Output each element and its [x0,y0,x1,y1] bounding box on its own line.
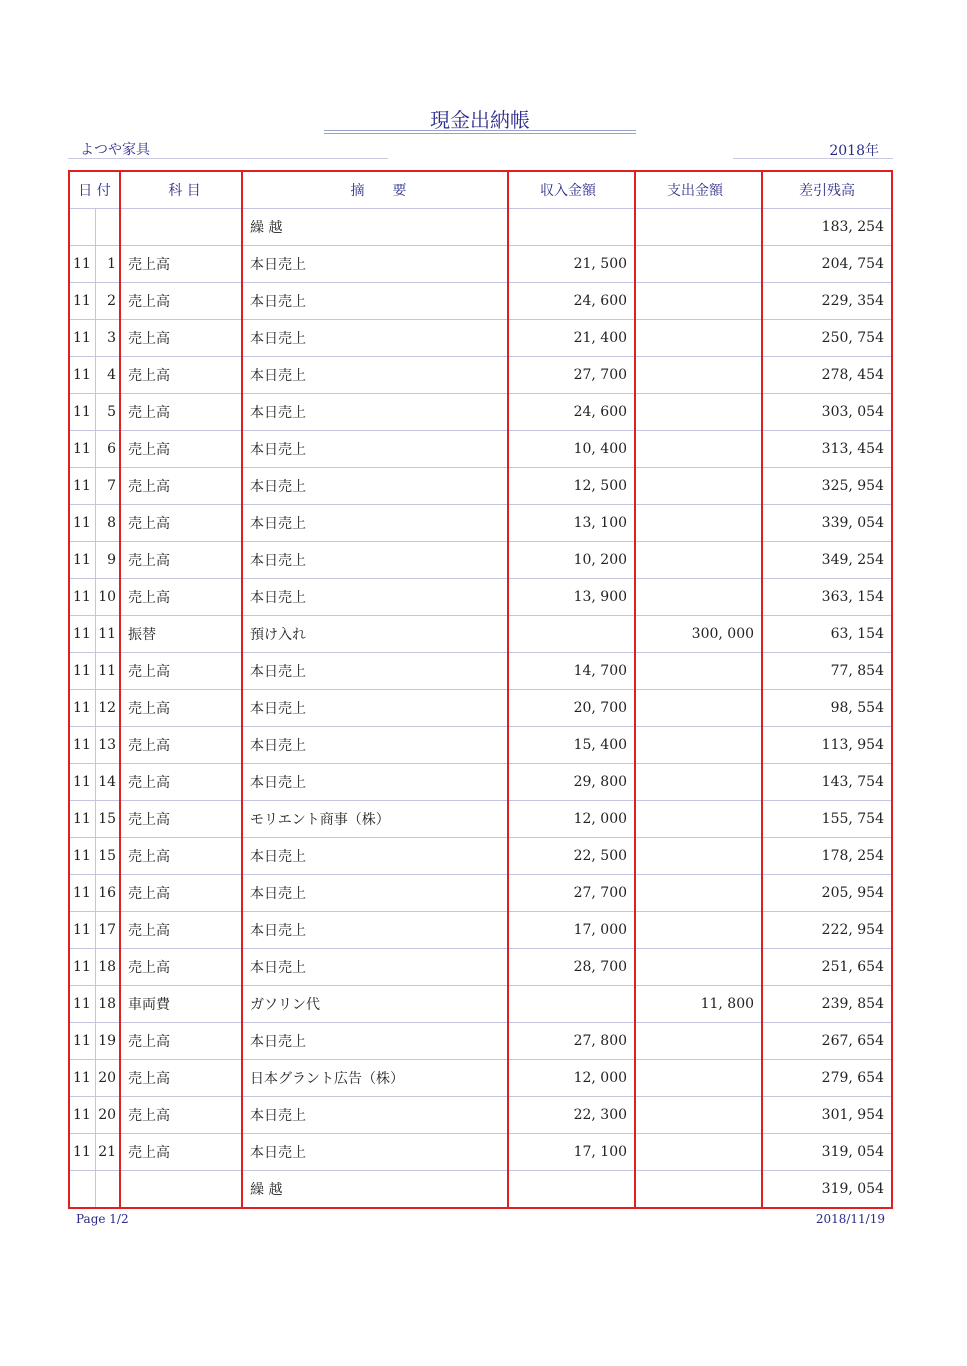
cell-income: 14, 700 [508,653,635,690]
cell-income [508,986,635,1023]
cell-balance: 98, 554 [762,690,892,727]
cell-income: 12, 000 [508,801,635,838]
cell-description: ガソリン代 [242,986,508,1023]
year-underline [733,158,893,159]
cell-expense [635,838,762,875]
cell-month: 11 [69,431,95,468]
cell-month: 11 [69,579,95,616]
cell-income [508,209,635,246]
table-row [69,283,892,320]
cell-day: 15 [95,838,120,875]
cell-balance: 301, 954 [762,1097,892,1134]
table-row [69,1060,892,1097]
cell-expense [635,764,762,801]
cell-income [508,1171,635,1209]
cell-account: 売上高 [120,912,242,949]
cell-expense [635,727,762,764]
cell-day: 18 [95,949,120,986]
page-number: Page 1/2 [76,1212,129,1226]
cell-account: 振替 [120,616,242,653]
cell-account: 売上高 [120,838,242,875]
cell-account [120,1171,242,1209]
table-row [69,912,892,949]
cell-expense [635,690,762,727]
cell-day: 14 [95,764,120,801]
cell-description: 本日売上 [242,357,508,394]
cell-balance: 339, 054 [762,505,892,542]
cell-account: 売上高 [120,505,242,542]
cell-month: 11 [69,912,95,949]
cell-description: 繰 越 [242,209,508,246]
cell-expense [635,1097,762,1134]
table-row [69,209,892,246]
cell-income: 24, 600 [508,283,635,320]
cell-account: 売上高 [120,875,242,912]
cell-account [120,209,242,246]
cell-expense [635,357,762,394]
cell-balance: 325, 954 [762,468,892,505]
header-expense: 支出金額 [635,171,762,209]
cell-account: 売上高 [120,357,242,394]
cell-balance: 77, 854 [762,653,892,690]
cell-account: 売上高 [120,727,242,764]
cell-account: 売上高 [120,320,242,357]
cell-description: 本日売上 [242,579,508,616]
cell-day: 1 [95,246,120,283]
cell-income: 10, 200 [508,542,635,579]
table-row [69,801,892,838]
table-row [69,764,892,801]
cell-day: 20 [95,1097,120,1134]
cell-income: 15, 400 [508,727,635,764]
cell-expense [635,801,762,838]
cell-account: 売上高 [120,949,242,986]
cell-expense [635,431,762,468]
cell-month: 11 [69,875,95,912]
cell-day: 18 [95,986,120,1023]
cell-description: 本日売上 [242,542,508,579]
cell-expense [635,283,762,320]
cell-expense [635,320,762,357]
header-date: 日 付 [69,171,120,209]
cell-month: 11 [69,986,95,1023]
cell-balance: 113, 954 [762,727,892,764]
cell-description: 日本グラント広告（株） [242,1060,508,1097]
cell-month: 11 [69,616,95,653]
cell-expense [635,209,762,246]
cell-description: 本日売上 [242,1134,508,1171]
cell-account: 売上高 [120,246,242,283]
cell-description: 本日売上 [242,838,508,875]
table-row [69,690,892,727]
cell-description: 本日売上 [242,653,508,690]
cell-day: 8 [95,505,120,542]
table-row [69,1097,892,1134]
cell-description: 繰 越 [242,1171,508,1209]
cell-account: 売上高 [120,764,242,801]
cell-balance: 204, 754 [762,246,892,283]
cell-month [69,1171,95,1209]
cell-balance: 250, 754 [762,320,892,357]
cell-account: 売上高 [120,431,242,468]
cell-day: 9 [95,542,120,579]
cell-month: 11 [69,764,95,801]
cell-income [508,616,635,653]
cell-month: 11 [69,1023,95,1060]
cell-balance: 267, 654 [762,1023,892,1060]
cell-description: モリエント商事（株） [242,801,508,838]
cell-day: 19 [95,1023,120,1060]
cell-description: 本日売上 [242,246,508,283]
cell-income: 27, 700 [508,357,635,394]
cell-balance: 183, 254 [762,209,892,246]
cell-day: 13 [95,727,120,764]
cell-account: 売上高 [120,1097,242,1134]
table-row [69,616,892,653]
cell-expense [635,542,762,579]
cell-month: 11 [69,1097,95,1134]
cell-balance: 178, 254 [762,838,892,875]
cell-day: 15 [95,801,120,838]
cell-expense [635,394,762,431]
table-row [69,838,892,875]
ledger-year: 2018年 [829,143,879,159]
header-account: 科 目 [120,171,242,209]
cell-description: 本日売上 [242,505,508,542]
cell-day: 10 [95,579,120,616]
cell-expense [635,912,762,949]
cell-income: 27, 800 [508,1023,635,1060]
cell-account: 売上高 [120,801,242,838]
cell-balance: 278, 454 [762,357,892,394]
cell-income: 12, 000 [508,1060,635,1097]
cell-balance: 251, 654 [762,949,892,986]
cell-expense [635,505,762,542]
cell-month: 11 [69,505,95,542]
cell-day: 11 [95,616,120,653]
cell-description: 本日売上 [242,764,508,801]
cell-expense [635,1171,762,1209]
cell-expense [635,1023,762,1060]
cell-day: 12 [95,690,120,727]
cell-balance: 303, 054 [762,394,892,431]
cell-account: 売上高 [120,1060,242,1097]
company-underline [68,158,388,159]
cell-income: 29, 800 [508,764,635,801]
cell-description: 本日売上 [242,912,508,949]
cell-income: 28, 700 [508,949,635,986]
header-row [69,171,892,209]
cell-expense [635,579,762,616]
cell-description: 本日売上 [242,1023,508,1060]
table-row [69,431,892,468]
cell-income: 22, 300 [508,1097,635,1134]
cash-ledger-table [68,170,893,1209]
cell-income: 10, 400 [508,431,635,468]
cell-month: 11 [69,542,95,579]
cell-balance: 143, 754 [762,764,892,801]
cell-description: 本日売上 [242,949,508,986]
cell-balance: 63, 154 [762,616,892,653]
cell-expense: 300, 000 [635,616,762,653]
table-row [69,653,892,690]
table-row [69,505,892,542]
cell-month: 11 [69,1134,95,1171]
company-name: よつや家具 [80,142,150,158]
table-row [69,468,892,505]
cell-description: 預け入れ [242,616,508,653]
cell-account: 売上高 [120,468,242,505]
cell-day: 7 [95,468,120,505]
table-row [69,875,892,912]
cell-month [69,209,95,246]
cell-account: 売上高 [120,1134,242,1171]
cell-month: 11 [69,320,95,357]
cell-day: 20 [95,1060,120,1097]
cell-balance: 155, 754 [762,801,892,838]
cell-account: 売上高 [120,690,242,727]
cell-income: 13, 900 [508,579,635,616]
cell-description: 本日売上 [242,431,508,468]
cell-expense [635,1060,762,1097]
cell-month: 11 [69,690,95,727]
print-date: 2018/11/19 [815,1212,885,1226]
table-row [69,1134,892,1171]
cell-month: 11 [69,468,95,505]
cell-balance: 319, 054 [762,1171,892,1209]
cell-description: 本日売上 [242,727,508,764]
cell-expense [635,875,762,912]
table-row [69,1171,892,1209]
title-underline-2 [324,133,636,134]
cell-income: 24, 600 [508,394,635,431]
cell-month: 11 [69,801,95,838]
table-row [69,949,892,986]
cell-account: 売上高 [120,394,242,431]
cell-month: 11 [69,283,95,320]
cell-day: 3 [95,320,120,357]
cell-description: 本日売上 [242,394,508,431]
table-row [69,246,892,283]
cell-description: 本日売上 [242,875,508,912]
cell-balance: 313, 454 [762,431,892,468]
header-description: 摘 要 [242,171,508,209]
table-row [69,394,892,431]
table-row [69,320,892,357]
table-row [69,542,892,579]
cell-account: 車両費 [120,986,242,1023]
cell-day: 17 [95,912,120,949]
cell-day: 21 [95,1134,120,1171]
cell-account: 売上高 [120,579,242,616]
table-row [69,986,892,1023]
cell-description: 本日売上 [242,1097,508,1134]
cell-day: 16 [95,875,120,912]
cell-month: 11 [69,727,95,764]
page-title: 現金出納帳 [430,108,530,132]
cell-balance: 349, 254 [762,542,892,579]
cell-income: 12, 500 [508,468,635,505]
cell-expense [635,468,762,505]
table-row [69,1023,892,1060]
cell-expense [635,653,762,690]
table-row [69,357,892,394]
cell-day: 4 [95,357,120,394]
cell-month: 11 [69,394,95,431]
cell-day [95,209,120,246]
cell-month: 11 [69,246,95,283]
cell-balance: 205, 954 [762,875,892,912]
cell-expense [635,949,762,986]
cell-account: 売上高 [120,283,242,320]
cell-month: 11 [69,357,95,394]
cell-income: 20, 700 [508,690,635,727]
cell-day: 2 [95,283,120,320]
header-balance: 差引残高 [762,171,892,209]
cell-balance: 363, 154 [762,579,892,616]
cell-description: 本日売上 [242,283,508,320]
cell-income: 13, 100 [508,505,635,542]
cell-expense: 11, 800 [635,986,762,1023]
table-row [69,727,892,764]
cell-balance: 222, 954 [762,912,892,949]
table-row [69,579,892,616]
cell-expense [635,246,762,283]
cell-income: 17, 000 [508,912,635,949]
cell-description: 本日売上 [242,690,508,727]
cell-balance: 319, 054 [762,1134,892,1171]
cell-account: 売上高 [120,653,242,690]
cell-income: 21, 500 [508,246,635,283]
cell-month: 11 [69,838,95,875]
cell-day: 6 [95,431,120,468]
cell-month: 11 [69,653,95,690]
cell-income: 22, 500 [508,838,635,875]
cell-account: 売上高 [120,1023,242,1060]
cell-balance: 229, 354 [762,283,892,320]
cell-month: 11 [69,1060,95,1097]
cell-expense [635,1134,762,1171]
cell-balance: 279, 654 [762,1060,892,1097]
title-underline-1 [324,130,636,131]
cell-income: 17, 100 [508,1134,635,1171]
cell-day [95,1171,120,1209]
cell-description: 本日売上 [242,320,508,357]
cell-income: 27, 700 [508,875,635,912]
cell-account: 売上高 [120,542,242,579]
cell-day: 5 [95,394,120,431]
cell-day: 11 [95,653,120,690]
header-income: 収入金額 [508,171,635,209]
cell-balance: 239, 854 [762,986,892,1023]
cell-income: 21, 400 [508,320,635,357]
cell-description: 本日売上 [242,468,508,505]
cell-month: 11 [69,949,95,986]
